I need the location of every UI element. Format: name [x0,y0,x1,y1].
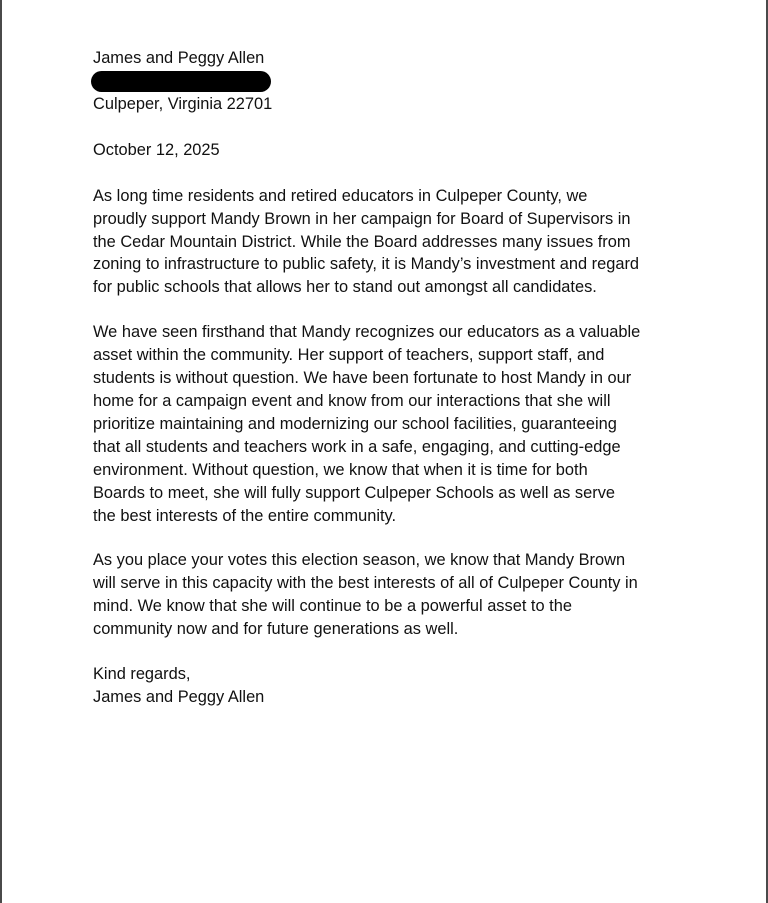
paragraph-1 [93,185,693,300]
paragraph-line: the Cedar Mountain District. While the Board addresses many issues from [93,232,631,251]
paragraph-line: for public schools that allows her to stand out amongst all candidates. [93,278,597,297]
paragraph-2 [93,321,693,527]
paragraph-line: prioritize maintaining and modernizing our school facilities, guaranteeing [93,414,617,433]
address-line-redacted [93,70,693,93]
redaction-bar [91,71,271,92]
paragraph-line: As long time residents and retired educators in Culpeper County, we [93,186,588,205]
closing: Kind regards, [93,665,191,684]
paragraph-3 [93,549,693,641]
paragraph-line: students is without question. We have been fortunate to host Mandy in our [93,369,632,388]
paragraph-line: will serve in this capacity with the best interests of all of Culpeper County in [93,574,638,593]
paragraph-line: environment. Without question, we know that when it is time for both [93,460,588,479]
paragraph-line: Boards to meet, she will fully support Culpeper Schools as well as serve [93,483,616,502]
paragraph-line: community now and for future generations as well. [93,620,459,639]
letter-date: October 12, 2025 [93,140,220,159]
paragraph-line: asset within the community. Her support of teachers, support staff, and [93,346,605,365]
paragraph-line: the best interests of the entire community. [93,506,397,525]
paragraph-line: As you place your votes this election season, we know that Mandy Brown [93,551,626,570]
paragraph-line: mind. We know that she will continue to be a powerful asset to the [93,597,572,616]
paragraph-line: that all students and teachers work in a safe, engaging, and cutting-edge [93,437,621,456]
paragraph-line: zoning to infrastructure to public safety, it is Mandy’s investment and regard [93,255,640,274]
signature: James and Peggy Allen [93,687,265,706]
address-city-state-zip: Culpeper, Virginia 22701 [93,94,273,113]
letter-body [93,47,693,709]
sender-name: James and Peggy Allen [93,49,265,67]
paragraph-line: We have seen firsthand that Mandy recognizes our educators as a valuable [93,323,641,342]
paragraph-line: proudly support Mandy Brown in her campaign for Board of Supervisors in [93,209,631,228]
paragraph-line: home for a campaign event and know from our interactions that she will [93,391,611,410]
